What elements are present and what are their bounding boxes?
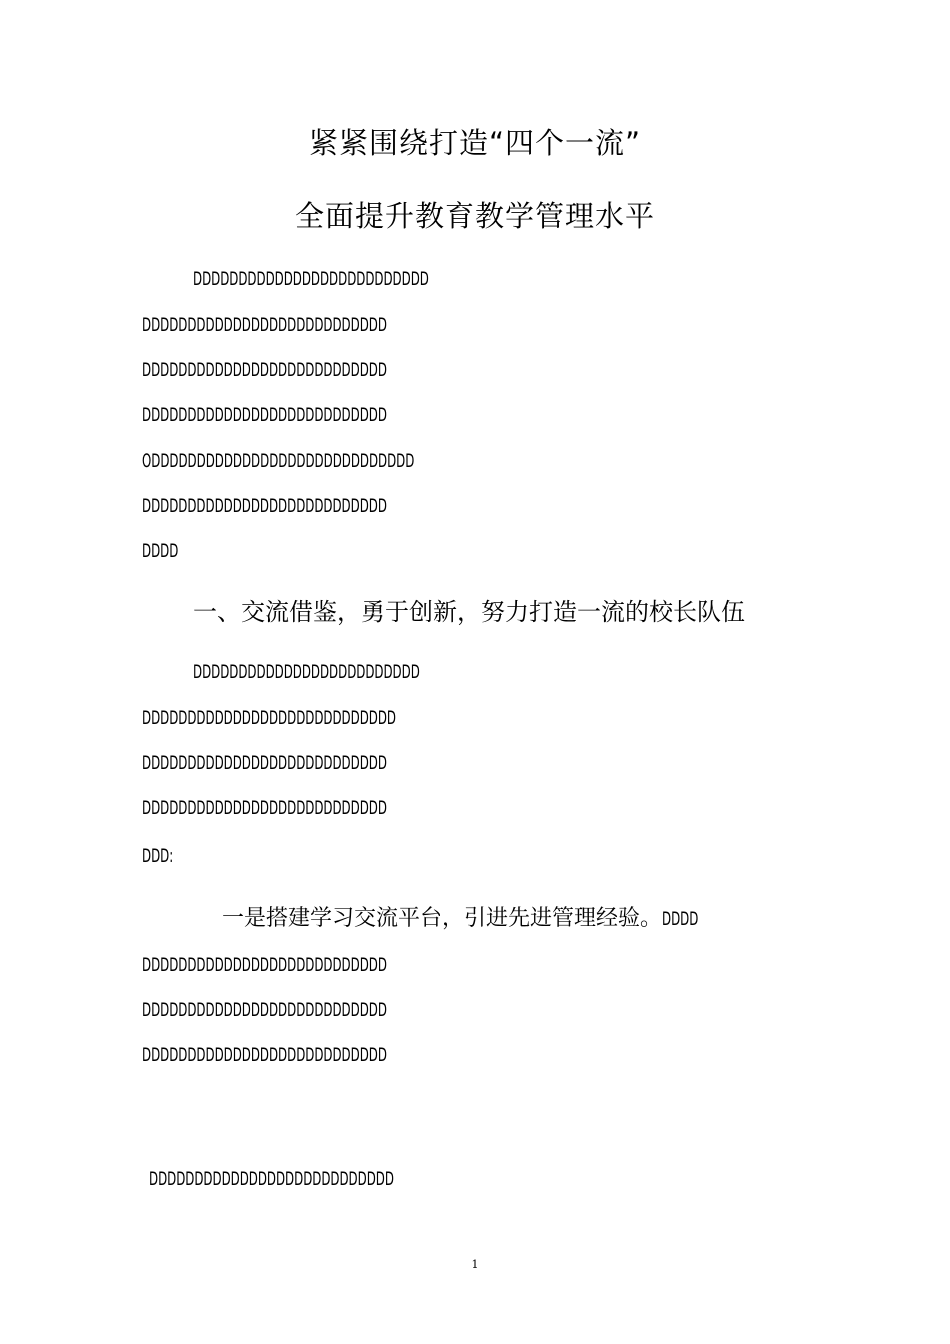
section-line-1: DDDDDDDDDDDDDDDDDDDDDDDDD [193, 661, 420, 683]
point-one-line-4: DDDDDDDDDDDDDDDDDDDDDDDDDDD [142, 1044, 387, 1066]
point-one-text: 一是搭建学习交流平台，引进先进管理经验。 [222, 906, 663, 931]
intro-line-2: DDDDDDDDDDDDDDDDDDDDDDDDDDD [142, 314, 387, 336]
intro-line-1: DDDDDDDDDDDDDDDDDDDDDDDDDD [193, 268, 429, 290]
point-one-line [222, 905, 721, 933]
section-line-3: DDDDDDDDDDDDDDDDDDDDDDDDDDD [142, 752, 387, 774]
intro-line-4: DDDDDDDDDDDDDDDDDDDDDDDDDDD [142, 404, 387, 426]
page-number: 1 [471, 1258, 479, 1271]
section-line-2: DDDDDDDDDDDDDDDDDDDDDDDDDDDD [142, 707, 396, 729]
point-one-line-3: DDDDDDDDDDDDDDDDDDDDDDDDDDD [142, 999, 387, 1021]
bottom-line: DDDDDDDDDDDDDDDDDDDDDDDDDDD [149, 1168, 394, 1190]
section-line-5: DDD: [142, 845, 174, 867]
intro-line-3: DDDDDDDDDDDDDDDDDDDDDDDDDDD [142, 359, 387, 381]
point-one-tail: DDDD [662, 908, 699, 930]
document-title-line-2: 全面提升教育教学管理水平 [294, 199, 655, 233]
intro-line-5: ODDDDDDDDDDDDDDDDDDDDDDDDDDDDD [142, 450, 415, 472]
document-title-line-1: 紧紧围绕打造“四个一流” [308, 126, 642, 160]
intro-line-7: DDDD [142, 540, 179, 562]
intro-line-6: DDDDDDDDDDDDDDDDDDDDDDDDDDD [142, 495, 387, 517]
section-line-4: DDDDDDDDDDDDDDDDDDDDDDDDDDD [142, 797, 387, 819]
section-heading: 一、交流借鉴，勇于创新，努力打造一流的校长队伍 [193, 598, 745, 626]
point-one-line-2: DDDDDDDDDDDDDDDDDDDDDDDDDDD [142, 954, 387, 976]
